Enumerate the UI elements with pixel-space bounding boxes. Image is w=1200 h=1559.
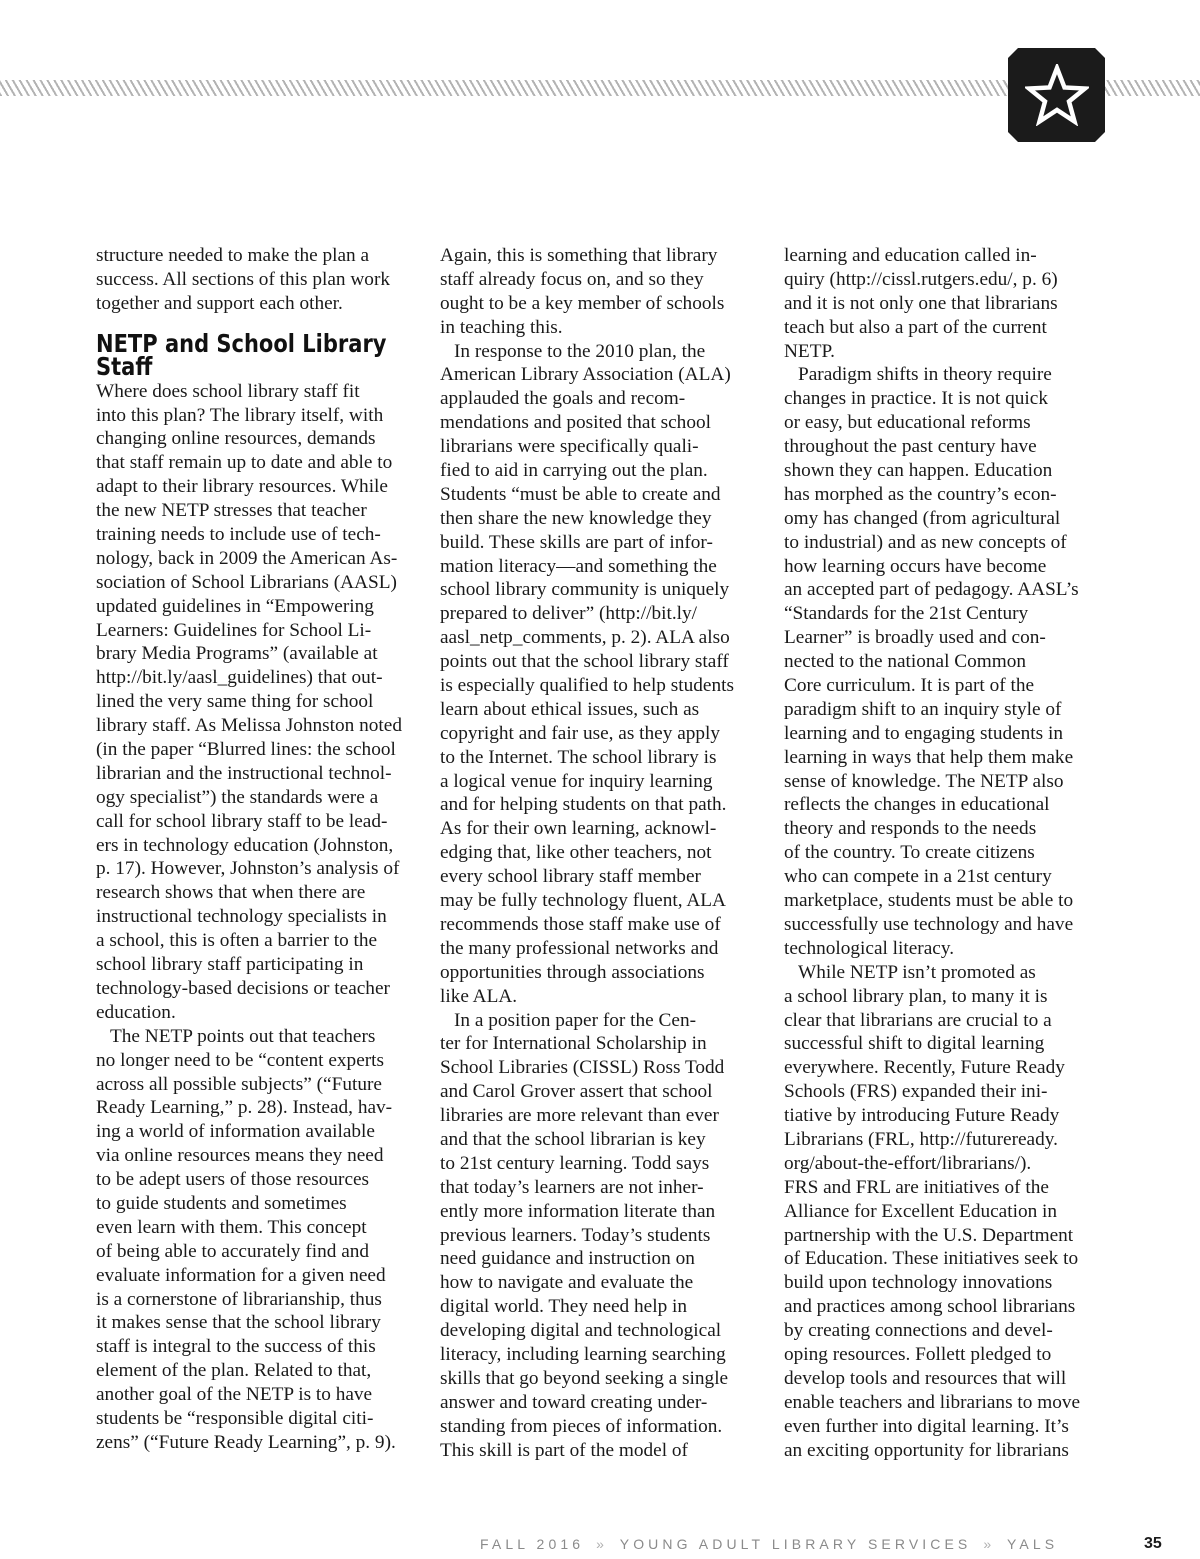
text-line: mation literacy—and something the [440,555,717,577]
text-line: training needs to include use of tech- [96,524,381,546]
text-line: school library staff participating in [96,954,364,976]
text-line: is especially qualified to help students [440,675,734,697]
text-line: teach but also a part of the current [784,316,1047,338]
text-line: to industrial) and as new concepts of [784,531,1067,553]
text-line: previous learners. Today’s students [440,1224,711,1246]
text-line: no longer need to be “content experts [96,1049,385,1071]
text-line: tiative by introducing Future Ready [784,1105,1060,1127]
text-line: prepared to deliver” (http://bit.ly/ [440,603,698,625]
text-line: clear that librarians are crucial to a [784,1009,1052,1031]
footer-publication: YOUNG ADULT LIBRARY SERVICES [619,1536,972,1552]
text-line: a school library plan, to many it is [784,985,1048,1007]
text-line: (in the paper “Blurred lines: the school [96,739,396,761]
text-line: org/about-the-effort/librarians/). [784,1152,1032,1174]
text-line: and practices among school librarians [784,1296,1076,1318]
text-line: updated guidelines in “Empowering [96,595,374,617]
text-line: The NETP points out that teachers [110,1025,376,1047]
text-line: shown they can happen. Education [784,460,1053,482]
text-line: fied to aid in carrying out the plan. [440,460,708,482]
text-line: to 21st century learning. Todd says [440,1152,710,1174]
text-line: success. All sections of this plan work [96,268,391,290]
text-line: edging that, like other teachers, not [440,842,712,864]
text-line: it makes sense that the school library [96,1312,381,1334]
text-line: While NETP isn’t promoted as [798,961,1036,983]
text-line: into this plan? The library itself, with [96,404,384,426]
section-heading-line: Staff [96,351,153,381]
text-line: learn about ethical issues, such as [440,698,700,720]
text-line: learning in ways that help them make [784,746,1074,768]
text-line: by creating connections and devel- [784,1320,1053,1342]
footer-separator: » [983,1536,996,1552]
body-paragraphs [440,244,762,1462]
text-line: of Education. These initiatives seek to [784,1248,1079,1270]
text-line: Librarians (FRL, http://futureready. [784,1128,1058,1150]
text-line: Core curriculum. It is part of the [784,675,1035,697]
body-paragraphs [96,244,418,316]
text-line: and Carol Grover assert that school [440,1081,713,1103]
text-line: Learners: Guidelines for School Li- [96,619,372,641]
text-line: Learner” is broadly used and con- [784,627,1046,649]
text-line: marketplace, students must be able to [784,890,1074,912]
text-line: ers in technology education (Johnston, [96,834,394,856]
text-line: opportunities through associations [440,961,705,983]
star-icon [1025,64,1089,126]
text-line: Paradigm shifts in theory require [798,364,1052,386]
text-line: “Standards for the 21st Century [784,603,1029,625]
body-paragraphs [96,380,418,1455]
text-line: evaluate information for a given need [96,1264,386,1286]
footer-short-title: YALS [1006,1536,1059,1552]
text-line: ently more information literate than [440,1200,716,1222]
text-line: standing from pieces of information. [440,1415,723,1437]
text-line: an exciting opportunity for librarians [784,1439,1069,1461]
text-line: skills that go beyond seeking a single [440,1367,729,1389]
text-line: library staff. As Melissa Johnston noted [96,715,402,737]
text-line: need guidance and instruction on [440,1248,695,1270]
text-line: staff is integral to the success of this [96,1336,376,1358]
running-footer [480,1536,1058,1552]
text-line: In a position paper for the Cen- [454,1009,697,1031]
text-line: or easy, but educational reforms [784,412,1031,434]
text-line: literacy, including learning searching [440,1343,726,1365]
footer-issue: FALL 2016 [480,1536,585,1552]
text-line: As for their own learning, acknowl- [440,818,717,840]
text-line: build. These skills are part of infor- [440,531,713,553]
text-line: has morphed as the country’s econ- [784,483,1057,505]
footer-separator: » [596,1536,608,1552]
text-line: staff already focus on, and so they [440,268,704,290]
text-line: developing digital and technological [440,1320,722,1342]
text-line: build upon technology innovations [784,1272,1053,1294]
text-line: may be fully technology fluent, ALA [440,890,726,912]
text-line: throughout the past century have [784,436,1037,458]
text-line: sense of knowledge. The NETP also [784,770,1064,792]
text-line: changes in practice. It is not quick [784,388,1048,410]
article-column-1 [96,244,418,1455]
text-line: School Libraries (CISSL) Ross Todd [440,1057,725,1079]
text-line: nology, back in 2009 the American As- [96,547,398,569]
text-line: omy has changed (from agricultural [784,507,1061,529]
text-line: a school, this is often a barrier to the [96,930,378,952]
text-line: successfully use technology and have [784,913,1074,935]
text-line: how learning occurs have become [784,555,1047,577]
text-line: sociation of School Librarians (AASL) [96,571,397,593]
text-line: Where does school library staff fit [96,380,360,402]
text-line: Again, this is something that library [440,245,718,266]
text-line: ought to be a key member of schools [440,292,725,314]
text-line: p. 17). However, Johnston’s analysis of [96,858,400,880]
text-line: develop tools and resources that will [784,1367,1067,1389]
text-line: in teaching this. [440,316,563,338]
text-line: Students “must be able to create and [440,483,721,505]
text-line: ing a world of information available [96,1121,375,1143]
text-line: FRS and FRL are initiatives of the [784,1176,1049,1198]
text-line: the new NETP stresses that teacher [96,500,367,522]
text-line: another goal of the NETP is to have [96,1384,373,1406]
article-column-3 [784,244,1106,1462]
text-line: points out that the school library staff [440,651,729,673]
section-badge [1008,48,1105,142]
text-line: NETP. [784,340,835,362]
text-line: successful shift to digital learning [784,1033,1045,1055]
text-line: and that the school librarian is key [440,1128,706,1150]
text-line: zens” (“Future Ready Learning”, p. 9). [96,1431,396,1453]
text-line: to be adept users of those resources [96,1169,370,1191]
text-line: http://bit.ly/aasl_guidelines) that out- [96,667,383,689]
text-line: recommends those staff make use of [440,913,721,935]
text-line: school library community is uniquely [440,579,730,601]
text-line: to the Internet. The school library is [440,746,717,768]
text-line: aasl_netp_comments, p. 2). ALA also [440,627,730,649]
text-line: learning and to engaging students in [784,722,1063,744]
text-line: how to navigate and evaluate the [440,1272,694,1294]
text-line: the many professional networks and [440,937,719,959]
text-line: quiry (http://cissl.rutgers.edu/, p. 6) [784,268,1058,290]
text-line: of being able to accurately find and [96,1240,370,1262]
text-line: enable teachers and librarians to move [784,1391,1081,1413]
text-line: nected to the national Common [784,651,1027,673]
text-line: who can compete in a 21st century [784,866,1052,888]
text-line: copyright and fair use, as they apply [440,722,721,744]
text-line: Ready Learning,” p. 28). Instead, hav- [96,1097,393,1119]
text-line: Schools (FRS) expanded their ini- [784,1081,1048,1103]
text-line: librarian and the instructional technol- [96,762,392,784]
text-line: and it is not only one that librarians [784,292,1058,314]
text-line: ogy specialist”) the standards were a [96,786,379,808]
text-line: that today’s learners are not inher- [440,1176,704,1198]
text-line: libraries are more relevant than ever [440,1105,719,1127]
text-line: technology-based decisions or teacher [96,977,390,999]
text-line: an accepted part of pedagogy. AASL’s [784,579,1079,601]
text-line: partnership with the U.S. Department [784,1224,1074,1246]
text-line: applauded the goals and recom- [440,388,686,410]
text-line: In response to the 2010 plan, the [454,340,706,362]
text-line: and for helping students on that path. [440,794,727,816]
text-line: ter for International Scholarship in [440,1033,707,1055]
text-line: theory and responds to the needs [784,818,1037,840]
text-line: every school library staff member [440,866,701,888]
text-line: that staff remain up to date and able to [96,452,393,474]
text-line: answer and toward creating under- [440,1391,708,1413]
text-line: element of the plan. Related to that, [96,1360,372,1382]
text-line: like ALA. [440,985,518,1007]
text-line: paradigm shift to an inquiry style of [784,698,1062,720]
text-line: librarians were specifically quali- [440,436,699,458]
text-line: students be “responsible digital citi- [96,1407,374,1429]
body-paragraphs [784,244,1106,1462]
text-line: learning and education called in- [784,245,1037,266]
text-line: technological literacy. [784,937,955,959]
text-line: even learn with them. This concept [96,1216,367,1238]
text-line: American Library Association (ALA) [440,364,731,386]
text-line: oping resources. Follett pledged to [784,1343,1052,1365]
text-line: together and support each other. [96,292,343,314]
text-line: This skill is part of the model of [440,1439,688,1461]
text-line: education. [96,1001,176,1023]
text-line: structure needed to make the plan a [96,245,370,266]
text-line: across all possible subjects” (“Future [96,1073,382,1095]
text-line: research shows that when there are [96,882,366,904]
text-line: a logical venue for inquiry learning [440,770,713,792]
text-line: brary Media Programs” (available at [96,643,378,665]
article-column-2 [440,244,762,1462]
text-line: everywhere. Recently, Future Ready [784,1057,1065,1079]
section-heading-line: NETP and School Library [96,328,387,358]
text-line: lined the very same thing for school [96,691,374,713]
text-line: mendations and posited that school [440,412,711,434]
text-line: changing online resources, demands [96,428,376,450]
text-line: to guide students and sometimes [96,1192,347,1214]
text-line: then share the new knowledge they [440,507,712,529]
text-line: digital world. They need help in [440,1296,688,1318]
text-line: call for school library staff to be lead- [96,810,388,832]
text-line: adapt to their library resources. While [96,476,388,498]
text-line: even further into digital learning. It’s [784,1415,1069,1437]
page-number: 35 [1144,1535,1162,1552]
text-line: via online resources means they need [96,1145,384,1167]
text-line: Alliance for Excellent Education in [784,1200,1058,1222]
section-heading [96,328,418,381]
text-line: reflects the changes in educational [784,794,1050,816]
text-line: instructional technology specialists in [96,906,387,928]
text-line: of the country. To create citizens [784,842,1035,864]
text-line: is a cornerstone of librarianship, thus [96,1288,382,1310]
